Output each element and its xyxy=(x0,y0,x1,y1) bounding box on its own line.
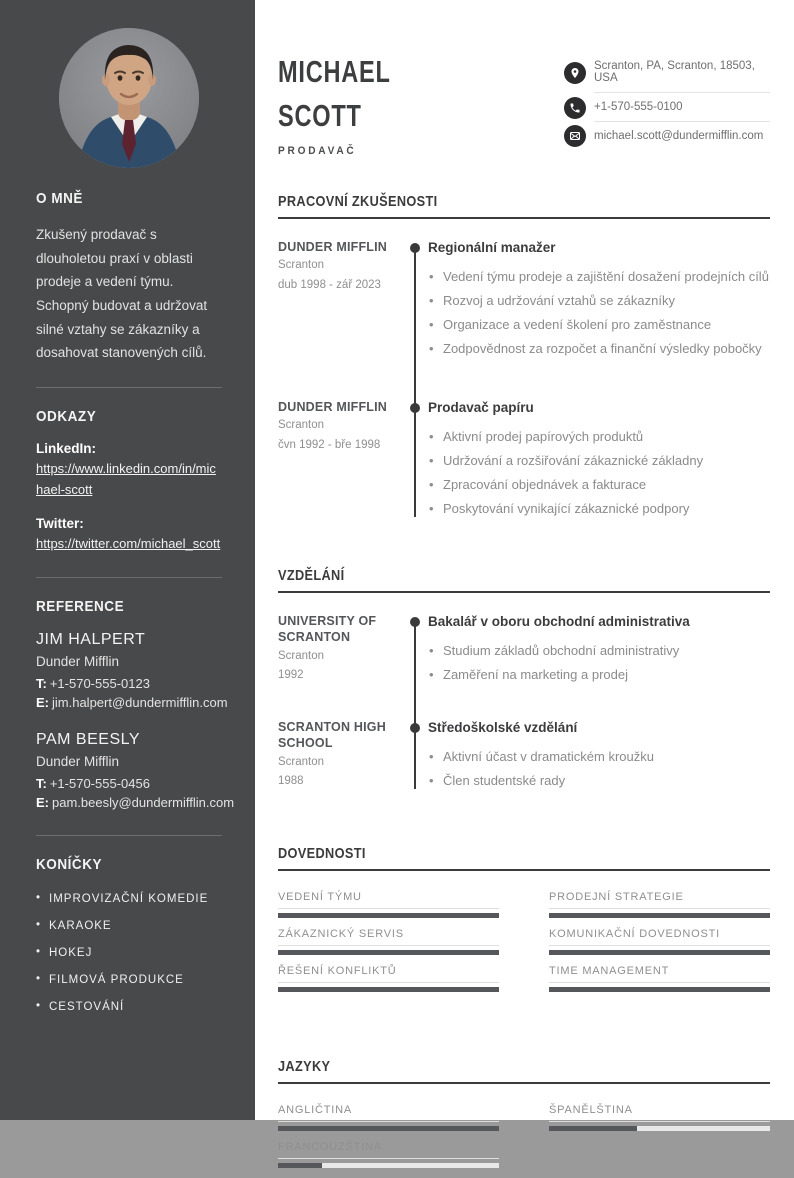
education-title: VZDĚLÁNÍ xyxy=(278,567,345,584)
skill-item xyxy=(549,965,770,992)
skill-label: TIME MANAGEMENT xyxy=(549,965,670,977)
skill-rule xyxy=(549,945,770,946)
entry-bullet: • Poskytování vynikající zákaznické podpory xyxy=(428,499,770,518)
skill-bar xyxy=(549,950,770,955)
entry-left-column xyxy=(278,613,400,689)
experience-entry xyxy=(278,239,770,363)
entry-school: UNIVERSITY OF SCRANTON xyxy=(278,614,377,645)
timeline-line xyxy=(414,621,416,789)
skill-rule xyxy=(278,945,499,946)
entry-bullet: • Studium základů obchodní administrativy xyxy=(428,641,770,660)
entry-bullet: • Zodpovědnost za rozpočet a finanční výsledky pobočky xyxy=(428,339,770,358)
sidebar xyxy=(0,0,255,1120)
hobby-item: • KARAOKE xyxy=(36,920,222,932)
phone-value: +1-570-555-0123 xyxy=(49,676,150,692)
entry-dates: 1988 xyxy=(278,774,304,787)
location-pin-icon xyxy=(564,62,586,84)
entry-company: DUNDER MIFFLIN xyxy=(278,400,388,414)
contact-phone: +1-570-555-0100 xyxy=(594,93,770,122)
skill-rule xyxy=(549,908,770,909)
education-entry xyxy=(278,719,770,795)
sidebar-divider xyxy=(36,577,222,578)
reference-entry xyxy=(36,631,228,713)
skill-bar xyxy=(549,987,770,992)
references-section xyxy=(36,598,235,812)
twitter-link[interactable]: https://twitter.com/michael_scott xyxy=(36,536,221,552)
entry-bullet: • Aktivní účast v dramatickém kroužku xyxy=(428,747,770,766)
skill-bar-fill xyxy=(278,950,499,955)
entry-role: Regionální manažer xyxy=(428,240,556,255)
entry-body xyxy=(428,719,770,795)
entry-role: Prodavač papíru xyxy=(428,400,534,415)
skill-bar-fill xyxy=(278,913,499,918)
languages-grid xyxy=(278,1104,770,1178)
reference-entry xyxy=(36,730,235,813)
language-item xyxy=(549,1104,770,1131)
language-bar xyxy=(278,1163,499,1168)
contact-email: michael.scott@dundermifflin.com xyxy=(594,130,764,142)
skills-title: DOVEDNOSTI xyxy=(278,845,366,862)
language-item xyxy=(278,1141,499,1168)
entry-dates: 1992 xyxy=(278,668,304,681)
language-label: ANGLIČTINA xyxy=(278,1104,353,1116)
envelope-icon xyxy=(564,125,586,147)
entry-school: SCRANTON HIGH SCHOOL xyxy=(278,720,386,751)
entry-body xyxy=(428,613,770,689)
language-rule xyxy=(549,1121,770,1122)
language-rule xyxy=(278,1121,499,1122)
entry-bullet: • Člen studentské rady xyxy=(428,771,770,790)
hobby-item: • CESTOVÁNÍ xyxy=(36,1001,222,1013)
links-title: ODKAZY xyxy=(36,407,97,425)
entry-bullet: • Vedení týmu prodeje a zajištění dosažení prodejních cílů xyxy=(428,267,770,286)
entry-dates: čvn 1992 - bře 1998 xyxy=(278,438,381,451)
language-label: FRANCOUZŠTINA xyxy=(278,1141,382,1153)
skill-label: ZÁKAZNICKÝ SERVIS xyxy=(278,928,404,940)
entry-location: Scranton xyxy=(278,259,325,272)
skill-item xyxy=(278,891,499,918)
skill-label: VEDENÍ TÝMU xyxy=(278,891,362,903)
language-rule xyxy=(278,1158,499,1159)
language-bar xyxy=(278,1126,499,1131)
contact-location-row xyxy=(564,52,770,93)
experience-section xyxy=(278,193,770,523)
entry-location: Scranton xyxy=(278,419,325,432)
skill-bar-fill xyxy=(278,987,499,992)
email-label: E: xyxy=(36,694,49,710)
entry-left-column xyxy=(278,719,400,795)
entry-location: Scranton xyxy=(278,755,325,768)
linkedin-label: LinkedIn: xyxy=(36,440,96,456)
entry-bullet: • Aktivní prodej papírových produktů xyxy=(428,427,770,446)
linkedin-link-group xyxy=(36,441,222,501)
name-first-line: MICHAEL xyxy=(278,54,391,89)
reference-company: Dunder Mifflin xyxy=(36,654,120,670)
about-title: O MNĚ xyxy=(36,190,83,207)
education-header xyxy=(278,567,770,593)
entry-bullet: • Zaměření na marketing a prodej xyxy=(428,665,770,684)
entry-bullet: • Organizace a vedení školení pro zaměstnance xyxy=(428,315,770,334)
reference-phone xyxy=(36,675,222,694)
profile-photo-illustration xyxy=(59,28,199,168)
entry-body xyxy=(428,239,770,363)
reference-phone xyxy=(36,775,222,794)
entry-bullet-list xyxy=(428,267,770,358)
name-last-line: SCOTT xyxy=(278,98,362,133)
skill-rule xyxy=(278,908,499,909)
email-value: jim.halpert@dundermifflin.com xyxy=(52,694,228,710)
profile-photo xyxy=(59,28,199,168)
references-title: REFERENCE xyxy=(36,598,125,616)
skill-bar xyxy=(278,987,499,992)
timeline-line xyxy=(414,247,416,517)
experience-entries xyxy=(278,239,770,523)
main-column xyxy=(255,0,794,1153)
skill-rule xyxy=(549,982,770,983)
skill-item xyxy=(549,928,770,955)
reference-company: Dunder Mifflin xyxy=(36,753,120,769)
languages-header xyxy=(278,1058,770,1084)
hobbies-title: KONÍČKY xyxy=(36,855,103,873)
skill-item xyxy=(278,928,499,955)
links-section xyxy=(36,408,222,555)
language-bar-fill xyxy=(278,1163,322,1168)
entry-bullet-list xyxy=(428,641,770,684)
language-bar xyxy=(549,1126,770,1131)
reference-name: JIM HALPERT xyxy=(36,631,146,649)
skill-bar-fill xyxy=(549,950,770,955)
skill-bar-fill xyxy=(549,987,770,992)
about-section xyxy=(36,190,222,365)
twitter-link-group xyxy=(36,516,222,555)
job-title: PRODAVAČ xyxy=(278,145,357,157)
contact-email-row xyxy=(564,122,770,150)
experience-header xyxy=(278,193,770,219)
hobby-item: • FILMOVÁ PRODUKCE xyxy=(36,974,222,986)
sidebar-divider xyxy=(36,835,222,836)
reference-name: PAM BEESLY xyxy=(36,730,140,748)
sidebar-divider xyxy=(36,387,222,388)
entry-bullet-list xyxy=(428,427,770,518)
skill-bar xyxy=(549,913,770,918)
skill-item xyxy=(549,891,770,918)
email-value: pam.beesly@dundermifflin.com xyxy=(52,794,235,810)
experience-entry xyxy=(278,399,770,523)
hobby-item: • IMPROVIZAČNÍ KOMEDIE xyxy=(36,893,222,905)
skill-item xyxy=(278,965,499,992)
skills-header xyxy=(278,845,770,871)
education-entries xyxy=(278,613,770,795)
phone-value: +1-570-555-0456 xyxy=(49,775,150,791)
reference-email xyxy=(36,794,235,813)
entry-body xyxy=(428,399,770,523)
entry-degree: Bakalář v oboru obchodní administrativa xyxy=(428,614,690,629)
contact-phone-row xyxy=(564,93,770,122)
twitter-label: Twitter: xyxy=(36,516,84,532)
entry-left-column xyxy=(278,399,400,523)
skill-bar xyxy=(278,913,499,918)
about-text: Zkušený prodavač s dlouholetou praxí v oblasti prodeje a vedení týmu. Schopný budovat a udržovat silné vztahy se zákazníky a dosahovat stanovených cílů. xyxy=(36,227,208,361)
skill-rule xyxy=(278,982,499,983)
skill-bar xyxy=(278,950,499,955)
hobby-item: • HOKEJ xyxy=(36,947,222,959)
language-bar-fill xyxy=(549,1126,637,1131)
entry-degree: Středoškolské vzdělání xyxy=(428,720,578,735)
phone-label: T: xyxy=(36,676,47,692)
entry-company: DUNDER MIFFLIN xyxy=(278,240,388,254)
contact-location: Scranton, PA, Scranton, 18503, USA xyxy=(594,52,770,93)
header xyxy=(278,50,770,157)
entry-bullet: • Udržování a rozšiřování zákaznické základny xyxy=(428,451,770,470)
entry-dates: dub 1998 - zář 2023 xyxy=(278,278,381,291)
reference-email xyxy=(36,694,228,713)
phone-label: T: xyxy=(36,775,47,791)
education-entry xyxy=(278,613,770,689)
skills-section xyxy=(278,845,770,1002)
languages-title: JAZYKY xyxy=(278,1058,331,1075)
linkedin-link[interactable]: https://www.linkedin.com/in/michael-scott xyxy=(36,460,216,497)
hobbies-list xyxy=(36,893,222,1013)
entry-bullet: • Zpracování objednávek a fakturace xyxy=(428,475,770,494)
experience-title: PRACOVNÍ ZKUŠENOSTI xyxy=(278,193,438,210)
entry-bullet: • Rozvoj a udržování vztahů se zákazníky xyxy=(428,291,770,310)
entry-location: Scranton xyxy=(278,649,325,662)
language-item xyxy=(278,1104,499,1131)
name-block xyxy=(278,50,426,157)
languages-section xyxy=(278,1058,770,1178)
language-label: ŠPANĚLŠTINA xyxy=(549,1104,633,1116)
entry-left-column xyxy=(278,239,400,363)
skill-label: KOMUNIKAČNÍ DOVEDNOSTI xyxy=(549,928,721,940)
entry-bullet-list xyxy=(428,747,770,790)
education-section xyxy=(278,567,770,795)
language-bar-fill xyxy=(278,1126,499,1131)
skills-grid xyxy=(278,891,770,1002)
skill-label: PRODEJNÍ STRATEGIE xyxy=(549,891,684,903)
skill-bar-fill xyxy=(549,913,770,918)
skill-label: ŘEŠENÍ KONFLIKTŮ xyxy=(278,965,397,977)
contact-block xyxy=(564,52,770,150)
email-label: E: xyxy=(36,794,49,810)
phone-icon xyxy=(564,97,586,119)
hobbies-section xyxy=(36,856,222,1013)
